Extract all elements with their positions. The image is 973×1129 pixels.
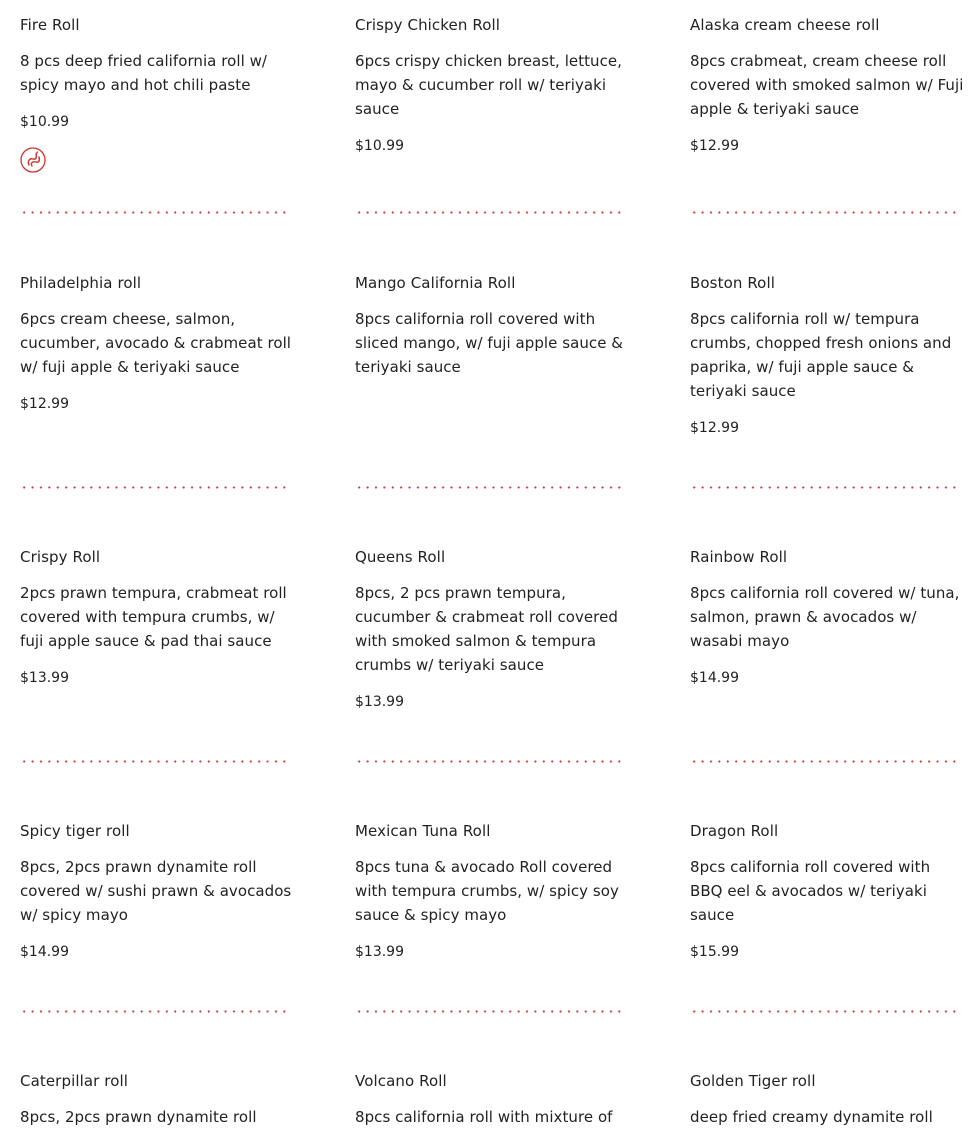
- menu-item-crispy-roll[interactable]: [20, 547, 295, 688]
- menu-item-mexican-tuna-roll[interactable]: [355, 821, 630, 962]
- item-name: Philadelphia roll: [20, 274, 142, 292]
- menu-item-boston-roll[interactable]: [690, 273, 965, 438]
- menu-item-caterpillar-roll[interactable]: [20, 1071, 295, 1129]
- item-name: Queens Roll: [355, 548, 446, 566]
- item-description: 8pcs tuna & avocado Roll covered with tempura crumbs, w/ spicy soy sauce & spicy mayo: [355, 858, 619, 924]
- menu-item-mango-california-roll[interactable]: [355, 273, 630, 379]
- item-price: $12.99: [690, 420, 739, 436]
- item-description: 8pcs california roll w/ tempura crumbs, chopped fresh onions and paprika, w/ fuji apple sauce & teriyaki sauce: [690, 310, 952, 400]
- item-name: Fire Roll: [20, 16, 80, 34]
- dotted-divider: [690, 486, 960, 489]
- dotted-divider: [20, 760, 290, 763]
- menu-item-fire-roll[interactable]: [20, 15, 295, 177]
- item-price: $13.99: [20, 670, 69, 686]
- menu-item-golden-tiger-roll[interactable]: [690, 1071, 965, 1129]
- menu-item-volcano-roll[interactable]: [355, 1071, 630, 1129]
- item-price: $14.99: [690, 670, 739, 686]
- item-description: 8pcs california roll with mixture of: [355, 1108, 613, 1126]
- dotted-divider: [690, 760, 960, 763]
- item-price: $12.99: [690, 138, 739, 154]
- item-description: 8pcs california roll covered with BBQ eel & avocados w/ teriyaki sauce: [690, 858, 931, 924]
- item-name: Spicy tiger roll: [20, 822, 130, 840]
- item-description: 6pcs cream cheese, salmon, cucumber, avocado & crabmeat roll w/ fuji apple & teriyaki sauce: [20, 310, 291, 376]
- item-description: 8pcs, 2pcs prawn dynamite roll: [20, 1108, 257, 1126]
- item-name: Boston Roll: [690, 274, 775, 292]
- item-name: Mexican Tuna Roll: [355, 822, 491, 840]
- dotted-divider: [690, 1010, 960, 1013]
- item-name: Caterpillar roll: [20, 1072, 129, 1090]
- dotted-divider: [355, 211, 625, 214]
- menu-item-dragon-roll[interactable]: [690, 821, 965, 962]
- item-name: Rainbow Roll: [690, 548, 788, 566]
- menu-item-rainbow-roll[interactable]: [690, 547, 965, 688]
- item-price: $13.99: [355, 694, 404, 710]
- item-price: $13.99: [355, 944, 404, 960]
- menu-item-philadelphia-roll[interactable]: [20, 273, 295, 414]
- item-name: Golden Tiger roll: [690, 1072, 816, 1090]
- item-price: $10.99: [355, 138, 404, 154]
- dotted-divider: [355, 760, 625, 763]
- item-name: Volcano Roll: [355, 1072, 447, 1090]
- item-description: 6pcs crispy chicken breast, lettuce, mayo & cucumber roll w/ teriyaki sauce: [355, 52, 623, 118]
- item-name: Alaska cream cheese roll: [690, 16, 880, 34]
- item-price: $14.99: [20, 944, 69, 960]
- item-price: $12.99: [20, 396, 69, 412]
- menu-item-spicy-tiger-roll[interactable]: [20, 821, 295, 962]
- item-description: 8 pcs deep fried california roll w/ spicy mayo and hot chili paste: [20, 52, 268, 94]
- item-description: 8pcs, 2 pcs prawn tempura, cucumber & crabmeat roll covered with smoked salmon & tempura crumbs w/ teriyaki sauce: [355, 584, 618, 674]
- item-name: Mango California Roll: [355, 274, 516, 292]
- item-name: Dragon Roll: [690, 822, 779, 840]
- dotted-divider: [355, 1010, 625, 1013]
- item-description: 8pcs crabmeat, cream cheese roll covered with smoked salmon w/ Fuji apple & teriyaki sauce: [690, 52, 964, 118]
- dotted-divider: [20, 211, 290, 214]
- dotted-divider: [690, 211, 960, 214]
- item-price: $10.99: [20, 114, 69, 130]
- item-description: 8pcs california roll covered w/ tuna, salmon, prawn & avocados w/ wasabi mayo: [690, 584, 960, 650]
- menu-item-queens-roll[interactable]: [355, 547, 630, 712]
- item-description: 8pcs california roll covered with sliced mango, w/ fuji apple sauce & teriyaki sauce: [355, 310, 624, 376]
- menu-item-alaska-cream-cheese-roll[interactable]: [690, 15, 965, 156]
- menu-item-crispy-chicken-roll[interactable]: [355, 15, 630, 156]
- chili-pepper-icon: [20, 147, 46, 173]
- dotted-divider: [20, 1010, 290, 1013]
- item-description: deep fried creamy dynamite roll: [690, 1108, 933, 1126]
- item-description: 8pcs, 2pcs prawn dynamite roll covered w/ sushi prawn & avocados w/ spicy mayo: [20, 858, 292, 924]
- item-description: 2pcs prawn tempura, crabmeat roll covered with tempura crumbs, w/ fuji apple sauce & pad thai sauce: [20, 584, 287, 650]
- dotted-divider: [20, 486, 290, 489]
- item-price: $15.99: [690, 944, 739, 960]
- dotted-divider: [355, 486, 625, 489]
- item-name: Crispy Roll: [20, 548, 101, 566]
- item-name: Crispy Chicken Roll: [355, 16, 501, 34]
